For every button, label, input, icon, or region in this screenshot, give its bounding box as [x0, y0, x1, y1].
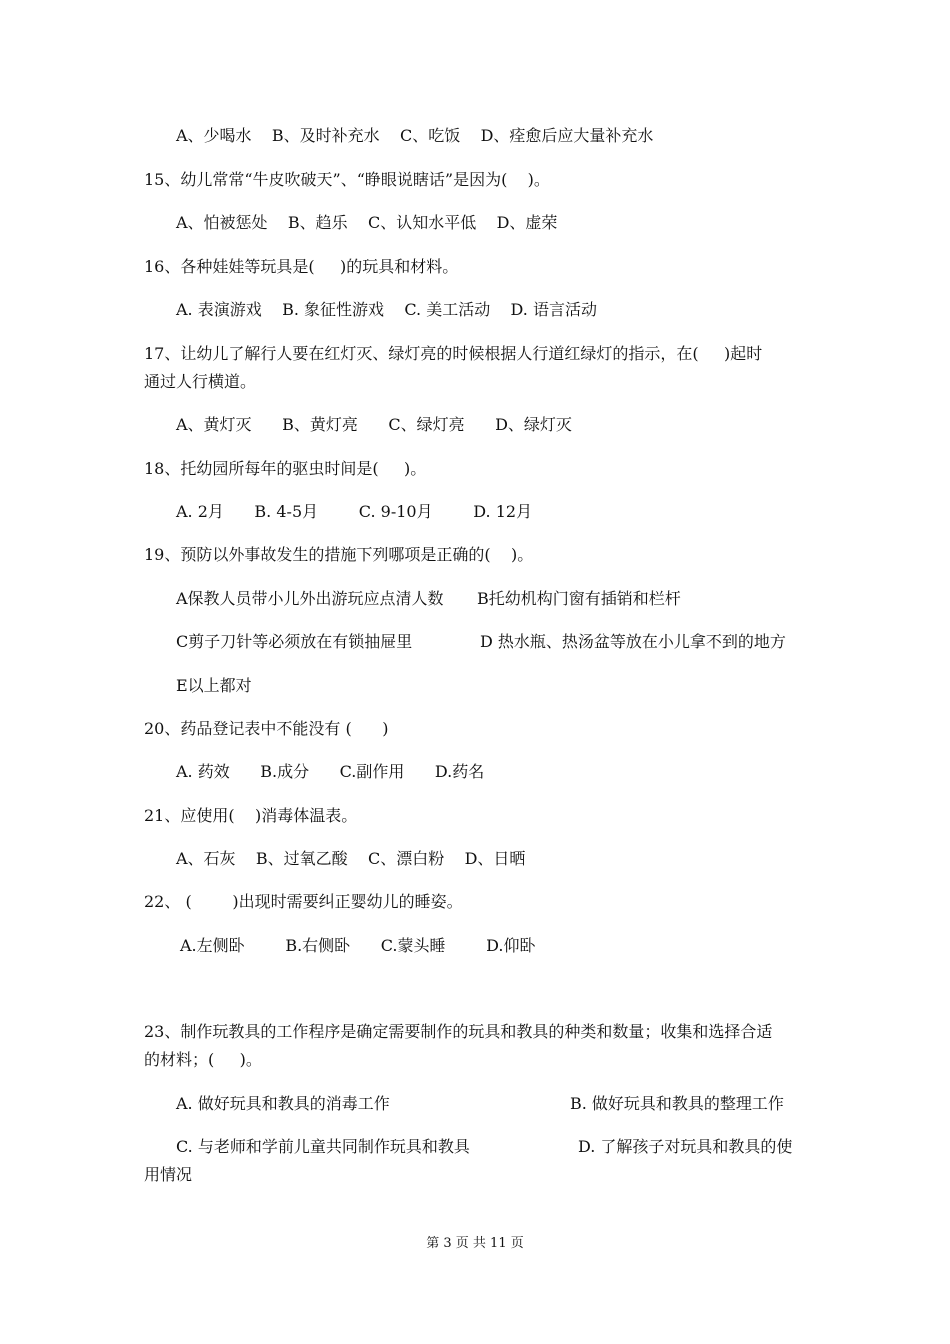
q23-option-d-line1: D. 了解孩子对玩具和教具的使: [578, 1137, 793, 1156]
q23-option-c: C. 与老师和学前儿童共同制作玩具和教具: [176, 1137, 470, 1156]
q19-option-c: C剪子刀针等必须放在有锁抽屉里: [176, 632, 413, 651]
q19-option-e: E以上都对: [176, 676, 252, 695]
q18-options: A. 2月 B. 4-5月 C. 9-10月 D. 12月: [176, 502, 533, 521]
q21-options: A、石灰 B、过氧乙酸 C、漂白粉 D、日晒: [176, 849, 526, 868]
q17-options: A、黄灯灭 B、黄灯亮 C、绿灯亮 D、绿灯灭: [176, 415, 572, 434]
q18-question: 18、托幼园所每年的驱虫时间是( )。: [144, 459, 427, 478]
q19-option-d: D 热水瓶、热汤盆等放在小儿拿不到的地方: [480, 632, 786, 651]
q23-question-line2: 的材料；( )。: [144, 1050, 262, 1069]
q20-options: A. 药效 B.成分 C.副作用 D.药名: [176, 762, 485, 781]
q23-option-a: A. 做好玩具和教具的消毒工作: [176, 1094, 390, 1113]
q22-options: A.左侧卧 B.右侧卧 C.蒙头睡 D.仰卧: [180, 936, 536, 955]
q23-option-b: B. 做好玩具和教具的整理工作: [570, 1094, 784, 1113]
q23-question-line1: 23、制作玩教具的工作程序是确定需要制作的玩具和教具的种类和数量；收集和选择合适: [144, 1022, 773, 1041]
q19-option-b: B托幼机构门窗有插销和栏杆: [477, 589, 681, 608]
q17-question-line1: 17、让幼儿了解行人要在红灯灭、绿灯亮的时候根据人行道红绿灯的指示，在( )起时: [144, 344, 763, 363]
q21-question: 21、应使用( )消毒体温表。: [144, 806, 358, 825]
page-footer: 第 3 页 共 11 页: [426, 1236, 524, 1251]
q20-question: 20、药品登记表中不能没有 ( ): [144, 719, 389, 738]
q16-options: A. 表演游戏 B. 象征性游戏 C. 美工活动 D. 语言活动: [176, 300, 597, 319]
q15-options: A、怕被惩处 B、趋乐 C、认知水平低 D、虚荣: [176, 213, 558, 232]
q19-option-a: A保教人员带小儿外出游玩应点清人数: [176, 589, 444, 608]
q23-option-d-line2: 用情况: [144, 1165, 193, 1184]
q22-question: 22、 ( )出现时需要纠正婴幼儿的睡姿。: [144, 892, 463, 911]
q14-options: A、少喝水 B、及时补充水 C、吃饭 D、痊愈后应大量补充水: [176, 126, 654, 145]
q17-question-line2: 通过人行横道。: [144, 372, 257, 391]
q15-question: 15、幼儿常常“牛皮吹破天”、“睁眼说瞎话”是因为( )。: [144, 170, 550, 189]
q16-question: 16、各种娃娃等玩具是( )的玩具和材料。: [144, 257, 459, 276]
q19-question: 19、预防以外事故发生的措施下列哪项是正确的( )。: [144, 545, 534, 564]
